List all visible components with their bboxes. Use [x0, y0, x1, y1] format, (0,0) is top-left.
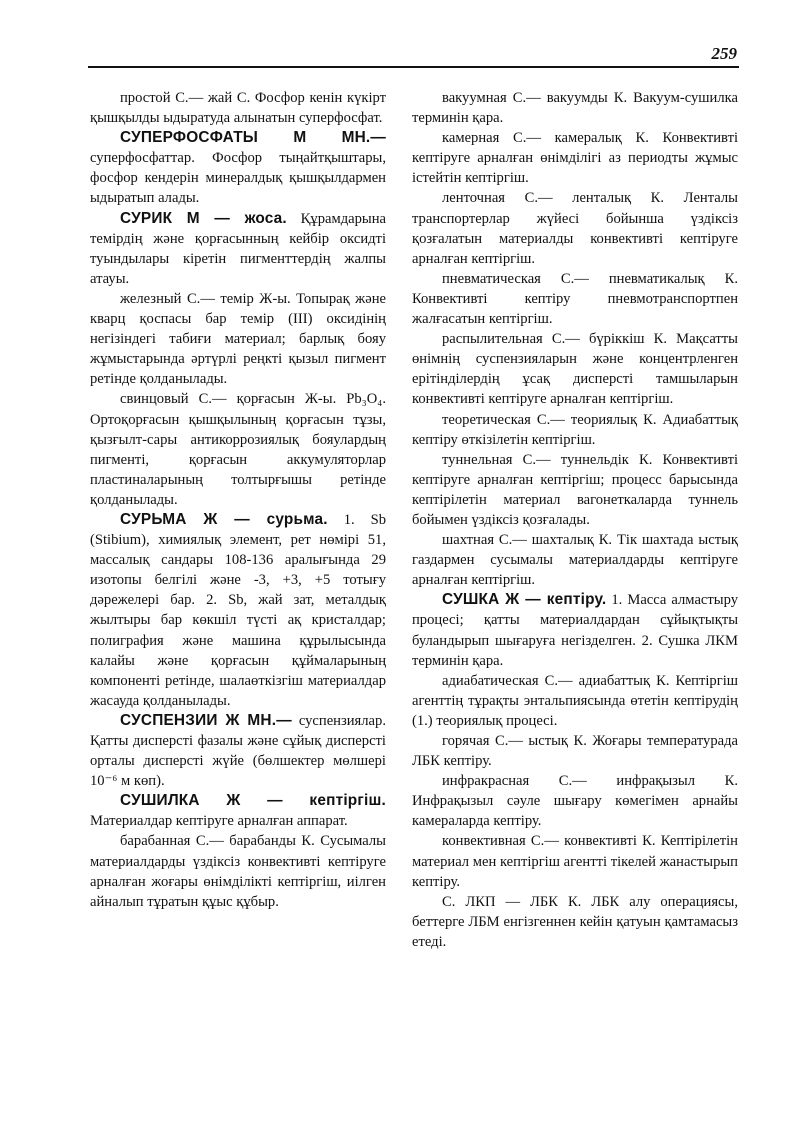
header-rule — [88, 66, 739, 68]
entry-text: барабанная С.— барабанды К. Сусымалы материалдарды үздіксіз конвективті кептіруге арналған жоғары өнімділікті кептіргіш, иілген айналып тұратын құыс құбыр. — [90, 833, 386, 910]
dictionary-entry — [412, 671, 738, 731]
entry-text: суспензиялар. Қатты дисперсті фазалы және сұйық дисперсті орталы дисперсті жүйе (бөлшектер мөлшері 10⁻⁶ м көп). — [90, 712, 386, 790]
entry-text: вакуумная С.— вакуумды К. Вакуум-сушилка терминін қара. — [412, 90, 738, 127]
entry-text: инфракрасная С.— инфрақызыл К. Инфрақызыл сәуле шығару көмегімен арнайы камераларда кептіру. — [412, 773, 738, 830]
entry-headword: СУРЬМА Ж — сурьма. — [120, 510, 328, 528]
dictionary-entry — [90, 209, 386, 289]
dictionary-entry — [90, 791, 386, 831]
dictionary-entry — [412, 771, 738, 831]
entry-text: пневматическая С.— пневматикалық К. Конвективті кептіру пневмотранспортпен жалғасатын кептіргіш. — [412, 270, 738, 328]
entry-text: туннельная С.— туннельдік К. Конвективті кептіруге арналған кептіргіш; процесс барысында кептірілетін материал вагонеткаларда туннель бойымен үздіксіз қозғалады. — [412, 451, 738, 528]
dictionary-entry — [412, 530, 738, 590]
dictionary-entry — [90, 389, 386, 510]
dictionary-entry — [412, 450, 738, 530]
entry-headword: СУШИЛКА Ж — кептіргіш. — [120, 792, 386, 810]
dictionary-entry — [90, 510, 386, 711]
entry-text: С. ЛКП — ЛБК К. ЛБК алу операциясы, беттерге ЛБМ енгізгеннен кейін қатуын қамтамасыз етеді. — [412, 893, 738, 950]
entry-text: 1. Масса алмастыру процесі; қатты материалдардан сұйықтықты буландырып шығаруға негізделген. 2. Сушка ЛКМ терминін қара. — [412, 592, 738, 669]
entry-headword: СУШКА Ж — кептіру. — [442, 591, 607, 609]
entry-text: ленточная С.— ленталық К. Ленталы транспортерлар жүйесі бойынша үздіксіз қозғалатын материалды конвективті кептіруге арналған кептіргіш. — [412, 190, 738, 267]
dictionary-entry — [90, 289, 386, 389]
entry-text: простой С.— жай С. Фосфор кенін күкірт қышқылды ыдыратуда алынатын суперфосфат. — [90, 90, 386, 127]
dictionary-entry — [412, 831, 738, 891]
entry-text: 1. Sb (Stibium), химиялық элемент, рет нөмірі 51, массалық сандары 108-136 аралығында 29 изотопы белгілі және -3, +3, +5 тотығу дәрежелері бар. 2. Sb, жай зат, металдық жылтыры бар көкшіл түсті ақ кристалдар; полиграфия және машина құрылысында калайы және қорғасын құймаларының компоненті ретінде, шалаөткізгіш материалдар жасауда қолданылады. — [90, 511, 387, 709]
dictionary-entry — [90, 128, 386, 208]
entry-headword: СУРИК М — жоса. — [120, 209, 287, 227]
entry-text: Материалдар кептіруге арналған аппарат. — [90, 813, 348, 830]
dictionary-entry — [412, 892, 738, 952]
entry-headword: СУСПЕНЗИИ Ж МН.— — [120, 711, 292, 729]
dictionary-entry — [412, 329, 738, 409]
entry-text: адиабатическая С.— адиабаттық К. Кептіргіш агенттің тұрақты энтальпиясында өтетін кептірудің (1.) теориялық процесі. — [412, 672, 738, 729]
entry-text: конвективная С.— конвективті К. Кептірілетін материал мен кептіргіш агентті тікелей жанастырып кептіру. — [412, 833, 738, 890]
dictionary-entry — [412, 188, 738, 268]
left-column — [90, 88, 386, 912]
dictionary-entry — [90, 831, 386, 911]
entry-headword: СУПЕРФОСФАТЫ М МН.— — [120, 129, 386, 147]
entry-text: свинцовый С.— қорғасын Ж-ы. Pb₃O₄. Ортоқорғасын қышқылының қорғасын тұзы, қызғылт-сары антикоррозиялық бояулардың пигменті, қорғасын аккумуляторлар пластиналарының толтырғышы ретінде қолданылады. — [90, 391, 386, 508]
dictionary-entry — [90, 711, 386, 791]
dictionary-entry — [90, 88, 386, 128]
dictionary-entry — [412, 269, 738, 329]
dictionary-entry — [412, 410, 738, 450]
entry-text: Құрамдарына темірдің және қорғасынның кейбір оксидті туындылары кіретін пигменттердің жалпы атауы. — [90, 210, 387, 287]
dictionary-entry — [412, 88, 738, 128]
entry-text: распылительная С.— бүріккіш К. Мақсатты өнімнің суспензияларын және концентрленген ерітінділердің ұсақ дисперсті тамшыларын конвективті кептіруге арналған кептіргіш. — [412, 331, 738, 408]
entry-text: шахтная С.— шахталық К. Тік шахтада ыстық газдармен сусымалы материалдарды кептіруге арналған кептіргіш. — [412, 532, 738, 589]
dictionary-entry — [412, 731, 738, 771]
entry-text: камерная С.— камералық К. Конвективті кептіруге арналған өнімділігі аз периодты жұмыс істейтін кептіргіш. — [412, 130, 738, 187]
entry-text: суперфосфаттар. Фосфор тыңайтқыштары, фосфор кендерін минералдық қышқылдармен ыдыратып алады. — [90, 150, 386, 207]
dictionary-entry — [412, 128, 738, 188]
entry-text: железный С.— темір Ж-ы. Топырақ және кварц қоспасы бар темір (III) оксидінің негізіндегі табиғи материал; барлық бояу жұмыстарында әртүрлі реңкті қызыл пигмент ретінде қолданылады. — [90, 290, 386, 388]
entry-text: теоретическая С.— теориялық К. Адиабаттық кептіру өткізілетін кептіргіш. — [412, 411, 738, 448]
page-number: 259 — [711, 44, 737, 63]
dictionary-entry — [412, 590, 738, 670]
right-column — [412, 88, 738, 952]
entry-text: горячая С.— ыстық К. Жоғары температурада ЛБК кептіру. — [412, 733, 738, 770]
